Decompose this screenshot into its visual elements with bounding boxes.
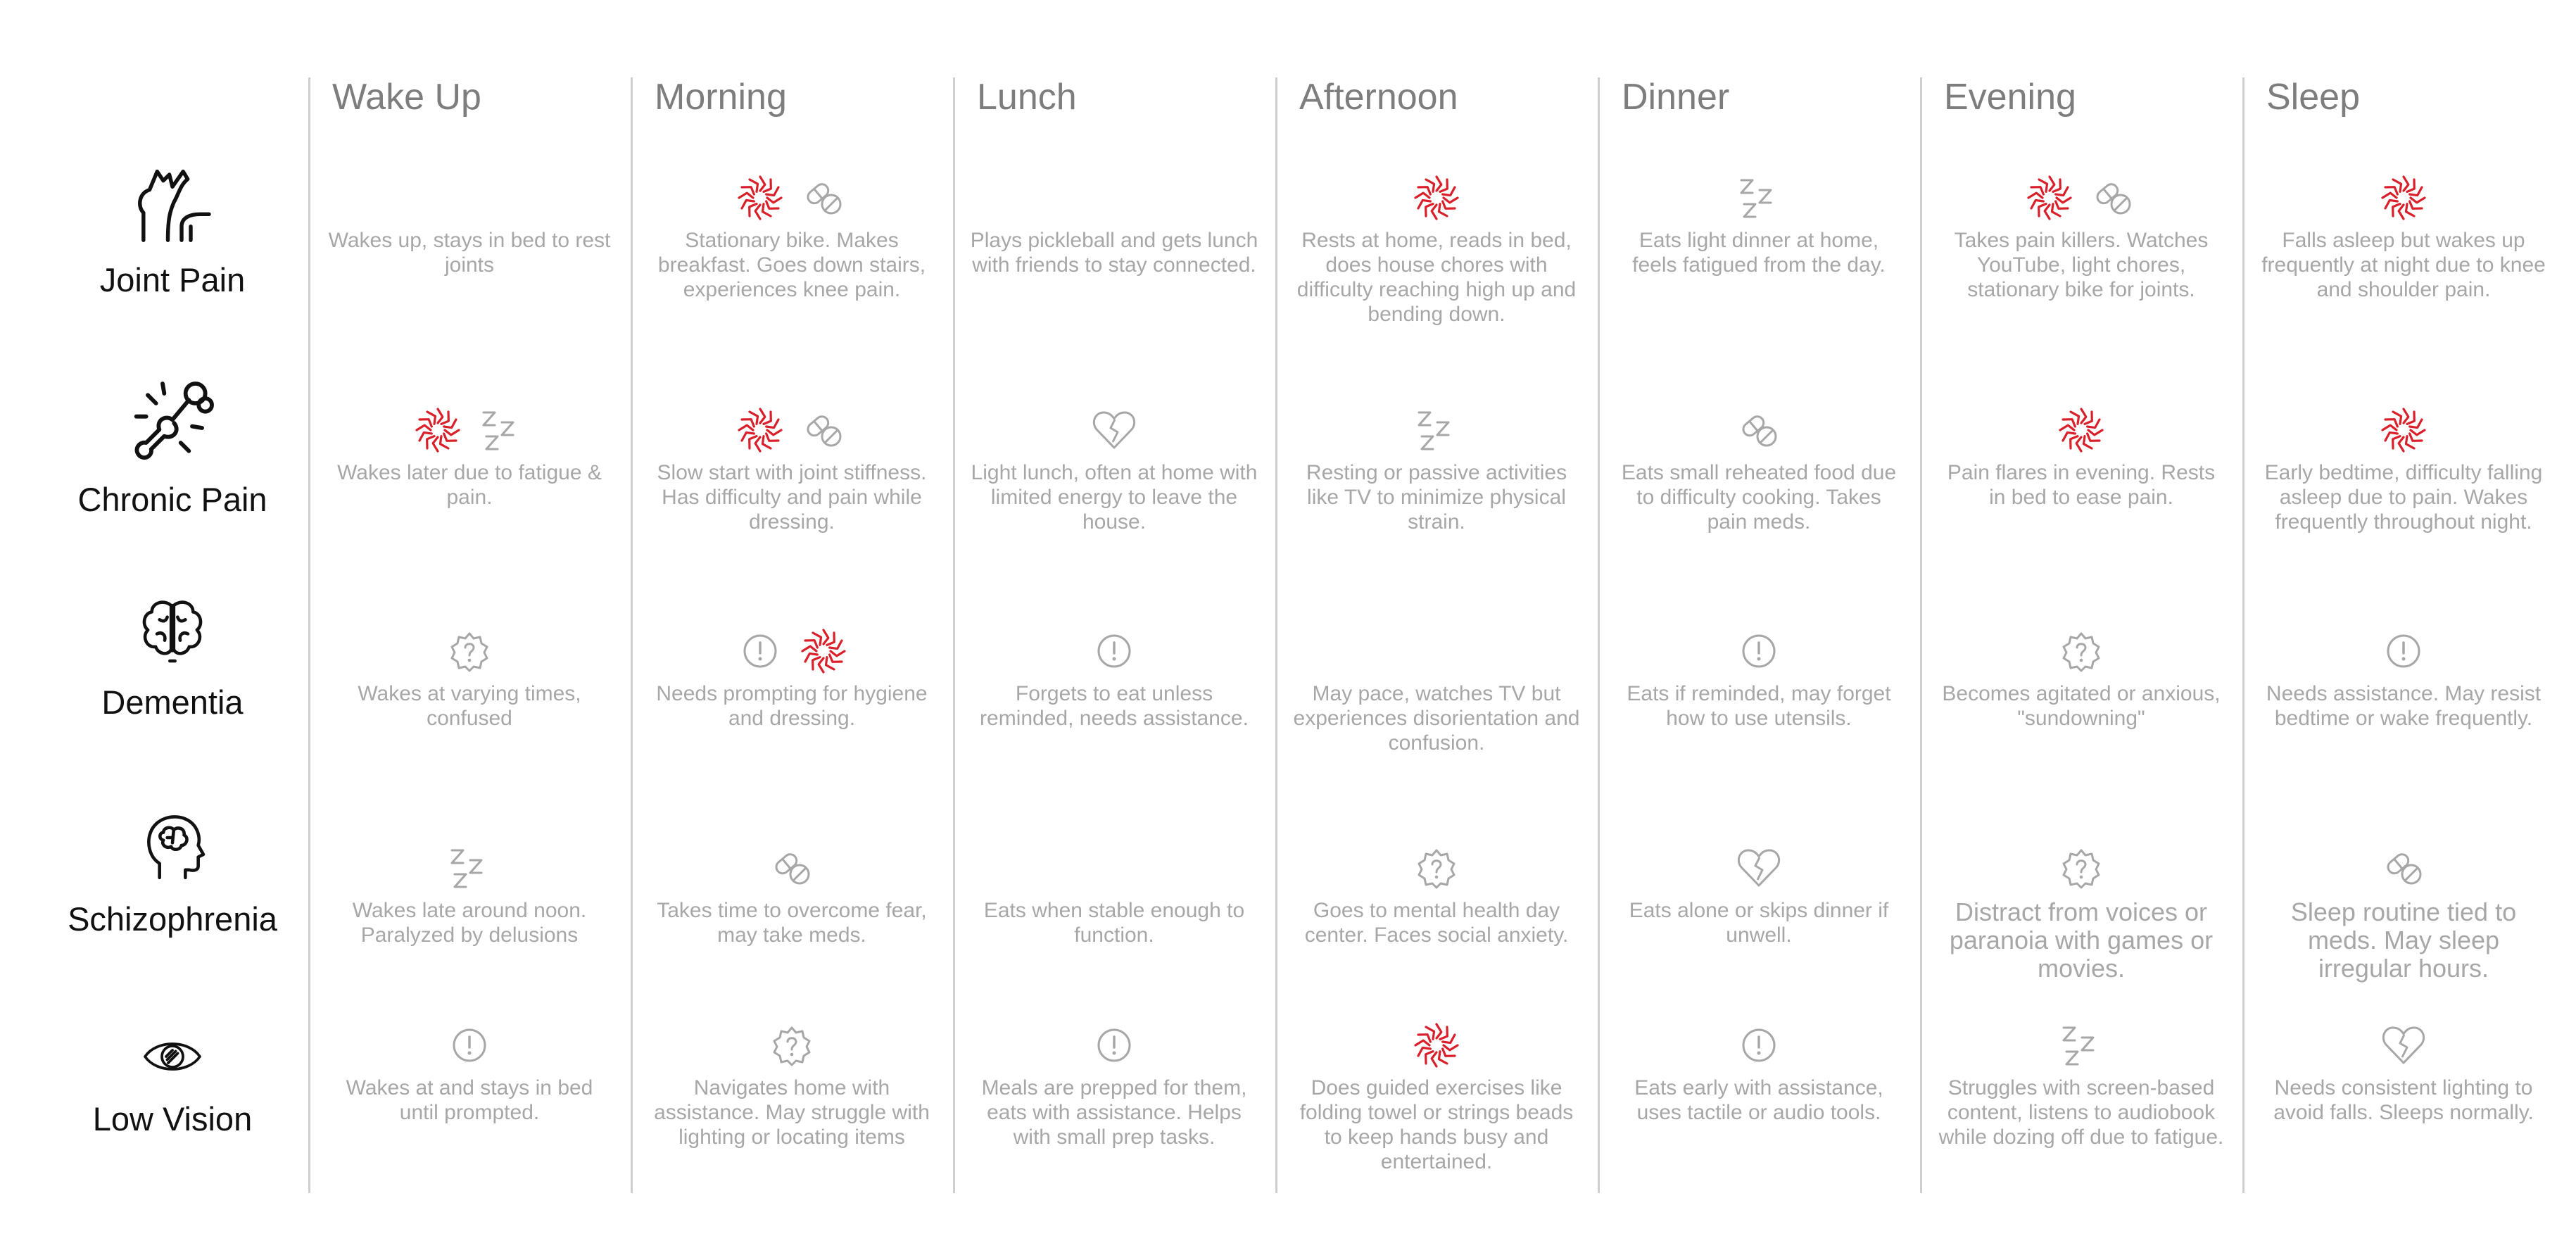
pills-icon — [799, 173, 848, 222]
journey-cell — [1292, 619, 1581, 755]
cell-text: Stationary bike. Makes breakfast. Goes down stairs, experiences knee pain. — [657, 229, 926, 301]
sleep-zzz-icon — [2057, 1021, 2106, 1070]
confusion-badge-icon — [1412, 843, 1461, 893]
cell-icons — [2259, 166, 2548, 222]
cell-text: Resting or passive activities like TV to minimize physical strain. — [1306, 461, 1567, 534]
journey-cell — [1615, 836, 1903, 947]
journey-cell — [1937, 619, 2225, 731]
pills-icon — [767, 843, 816, 893]
journey-cell — [1615, 166, 1903, 277]
cell-text: Eats early with assistance, uses tactile or audio tools. — [1634, 1076, 1883, 1124]
sleep-zzz-icon — [1412, 405, 1461, 455]
cell-icons — [1615, 1014, 1903, 1070]
cell-icons — [2259, 619, 2548, 676]
journey-cell — [325, 398, 614, 510]
sleep-zzz-icon — [476, 405, 526, 455]
journey-cell — [1615, 619, 1903, 731]
journey-cell — [970, 1014, 1258, 1149]
cell-icons — [1292, 1014, 1581, 1070]
cell-text: Needs assistance. May resist bedtime or wake frequently. — [2266, 682, 2542, 730]
cell-icons — [2259, 1014, 2548, 1070]
broken-heart-icon — [2379, 1021, 2428, 1070]
column-divider — [953, 77, 955, 1193]
cell-text: Wakes at and stays in bed until prompted. — [346, 1076, 593, 1124]
journey-cell — [325, 1014, 614, 1125]
head-brain-icon — [134, 807, 211, 884]
cell-icons — [1937, 836, 2225, 893]
pain-burst-icon — [2379, 173, 2428, 222]
column-divider — [1920, 77, 1922, 1193]
cell-text: Goes to mental health day center. Faces social anxiety. — [1304, 899, 1569, 947]
journey-cell — [1292, 166, 1581, 327]
cell-text: Takes pain killers. Watches YouTube, light chores, stationary bike for joints. — [1954, 229, 2209, 301]
cell-icons — [1615, 836, 1903, 893]
journey-cell — [2259, 1014, 2548, 1125]
cell-icons — [325, 398, 614, 455]
journey-cell — [2259, 166, 2548, 302]
pain-burst-icon — [1412, 1021, 1461, 1070]
cell-icons — [325, 836, 614, 893]
cell-text: Wakes later due to fatigue & pain. — [337, 461, 602, 509]
pills-icon — [799, 405, 848, 455]
pain-burst-icon — [1412, 173, 1461, 222]
row-label: Low Vision — [92, 1100, 253, 1137]
alert-icon — [1090, 1021, 1139, 1070]
row-header — [28, 473, 317, 519]
column-header: Dinner — [1622, 77, 1730, 118]
journey-cell — [325, 166, 614, 277]
pills-icon — [2379, 843, 2428, 893]
alert-icon — [1090, 626, 1139, 676]
row-label: Schizophrenia — [68, 900, 277, 938]
column-header: Afternoon — [1299, 77, 1458, 118]
cell-icons — [970, 619, 1258, 676]
cell-text: Pain flares in evening. Rests in bed to ease pain. — [1947, 461, 2216, 509]
confusion-badge-icon — [2057, 626, 2106, 676]
cell-text: Struggles with screen-based content, listens to audiobook while dozing off due to fatigue. — [1938, 1076, 2224, 1149]
cell-icons — [648, 398, 936, 455]
pain-burst-icon — [413, 405, 462, 455]
cell-icons — [1937, 1014, 2225, 1070]
cell-text: Wakes at varying times, confused — [358, 682, 581, 730]
cell-text: Navigates home with assistance. May struggle with lighting or locating items — [654, 1076, 930, 1149]
eye-icon — [141, 1025, 204, 1088]
cell-icons — [970, 398, 1258, 455]
cell-icons — [1292, 398, 1581, 455]
joint-pain-icon — [127, 156, 218, 248]
broken-heart-icon — [1090, 405, 1139, 455]
journey-cell — [1615, 398, 1903, 534]
row-icon-wrap — [28, 156, 317, 248]
confusion-badge-icon — [2057, 843, 2106, 893]
journey-cell — [648, 398, 936, 534]
column-header: Evening — [1944, 77, 2076, 118]
cell-icons — [970, 836, 1258, 893]
journey-cell — [970, 836, 1258, 947]
cell-text: Eats small reheated food due to difficulty cooking. Takes pain meds. — [1621, 461, 1897, 534]
journey-cell — [1937, 398, 2225, 510]
cell-text: Wakes up, stays in bed to rest joints — [328, 229, 611, 277]
alert-icon — [445, 1021, 494, 1070]
cell-icons — [325, 166, 614, 222]
journey-cell — [325, 836, 614, 947]
cell-text: Needs consistent lighting to avoid falls. Sleeps normally. — [2273, 1076, 2534, 1124]
row-icon-wrap — [28, 807, 317, 884]
pain-burst-icon — [799, 626, 848, 676]
pain-burst-icon — [735, 405, 785, 455]
row-header — [28, 1092, 317, 1138]
cell-text: Becomes agitated or anxious, "sundowning" — [1942, 682, 2221, 730]
cell-text: May pace, watches TV but experiences disorientation and confusion. — [1293, 682, 1580, 755]
cell-text: Does guided exercises like folding towel or strings beads to keep hands busy and entertained. — [1299, 1076, 1574, 1173]
cell-text: Eats if reminded, may forget how to use utensils. — [1627, 682, 1891, 730]
journey-cell — [1615, 1014, 1903, 1125]
column-header: Sleep — [2266, 77, 2360, 118]
cell-icons — [648, 1014, 936, 1070]
row-icon-wrap — [28, 369, 317, 467]
row-icon-wrap — [28, 1025, 317, 1088]
row-icon-wrap — [28, 591, 317, 669]
sleep-zzz-icon — [1734, 173, 1783, 222]
confusion-badge-icon — [445, 626, 494, 676]
column-divider — [631, 77, 633, 1193]
cell-icons — [1937, 619, 2225, 676]
pills-icon — [2088, 173, 2138, 222]
column-header: Morning — [655, 77, 787, 118]
cell-icons — [1292, 836, 1581, 893]
alert-icon — [1734, 1021, 1783, 1070]
journey-cell — [1292, 836, 1581, 947]
journey-cell — [1292, 1014, 1581, 1174]
cell-icons — [1615, 166, 1903, 222]
journey-cell — [648, 836, 936, 947]
cell-text: Forgets to eat unless reminded, needs assistance. — [980, 682, 1249, 730]
row-header — [28, 893, 317, 938]
pain-burst-icon — [2025, 173, 2074, 222]
cell-icons — [648, 836, 936, 893]
cell-text: Eats when stable enough to function. — [983, 899, 1245, 947]
journey-cell — [648, 619, 936, 731]
journey-cell — [2259, 398, 2548, 534]
journey-cell — [970, 398, 1258, 534]
cell-icons — [648, 619, 936, 676]
pain-burst-icon — [2057, 405, 2106, 455]
journey-cell — [2259, 836, 2548, 983]
journey-cell — [1937, 1014, 2225, 1149]
cell-text: Takes time to overcome fear, may take meds. — [657, 899, 927, 947]
pain-burst-icon — [2379, 405, 2428, 455]
pills-icon — [1734, 405, 1783, 455]
cell-icons — [1937, 166, 2225, 222]
cell-text: Eats alone or skips dinner if unwell. — [1629, 899, 1889, 947]
confusion-badge-icon — [767, 1021, 816, 1070]
cell-text: Falls asleep but wakes up frequently at night due to knee and shoulder pain. — [2261, 229, 2546, 301]
journey-cell — [648, 166, 936, 302]
cell-icons — [648, 166, 936, 222]
cell-icons — [970, 1014, 1258, 1070]
cell-text: Rests at home, reads in bed, does house chores with difficulty reaching high up and bending down. — [1296, 229, 1577, 326]
cell-icons — [1292, 619, 1581, 676]
brain-icon — [134, 591, 211, 669]
journey-cell — [325, 619, 614, 731]
row-header — [28, 676, 317, 721]
chronic-pain-icon — [123, 369, 222, 467]
alert-icon — [1734, 626, 1783, 676]
cell-text: Plays pickleball and gets lunch with friends to stay connected. — [970, 229, 1258, 277]
column-header: Wake Up — [332, 77, 481, 118]
cell-text: Distract from voices or paranoia with games or movies. — [1949, 897, 2214, 983]
row-label: Dementia — [101, 683, 244, 721]
cell-icons — [970, 166, 1258, 222]
journey-cell — [1937, 836, 2225, 983]
sleep-zzz-icon — [445, 843, 494, 893]
cell-icons — [1937, 398, 2225, 455]
row-label: Chronic Pain — [77, 481, 267, 518]
cell-text: Slow start with joint stiffness. Has difficulty and pain while dressing. — [657, 461, 927, 534]
cell-icons — [325, 1014, 614, 1070]
cell-icons — [2259, 836, 2548, 893]
cell-text: Early bedtime, difficulty falling asleep due to pain. Wakes frequently throughout night. — [2264, 461, 2543, 534]
journey-cell — [2259, 619, 2548, 731]
column-header: Lunch — [977, 77, 1077, 118]
broken-heart-icon — [1734, 843, 1783, 893]
pain-burst-icon — [735, 173, 785, 222]
cell-text: Eats light dinner at home, feels fatigued from the day. — [1632, 229, 1886, 277]
cell-text: Needs prompting for hygiene and dressing. — [656, 682, 928, 730]
cell-text: Sleep routine tied to meds. May sleep irregular hours. — [2290, 897, 2517, 983]
column-divider — [1598, 77, 1600, 1193]
alert-icon — [2379, 626, 2428, 676]
journey-cell — [1937, 166, 2225, 302]
row-label: Joint Pain — [99, 261, 246, 298]
cell-text: Meals are prepped for them, eats with assistance. Helps with small prep tasks. — [981, 1076, 1247, 1149]
cell-icons — [2259, 398, 2548, 455]
cell-icons — [1292, 166, 1581, 222]
journey-cell — [648, 1014, 936, 1149]
cell-icons — [325, 619, 614, 676]
cell-text: Wakes late around noon. Paralyzed by delusions — [352, 899, 587, 947]
column-divider — [1275, 77, 1277, 1193]
row-header — [28, 253, 317, 299]
column-divider — [2242, 77, 2244, 1193]
journey-cell — [970, 619, 1258, 731]
journey-cell — [1292, 398, 1581, 534]
alert-icon — [735, 626, 785, 676]
cell-icons — [1615, 398, 1903, 455]
cell-text: Light lunch, often at home with limited energy to leave the house. — [971, 461, 1258, 534]
journey-cell — [970, 166, 1258, 277]
cell-icons — [1615, 619, 1903, 676]
